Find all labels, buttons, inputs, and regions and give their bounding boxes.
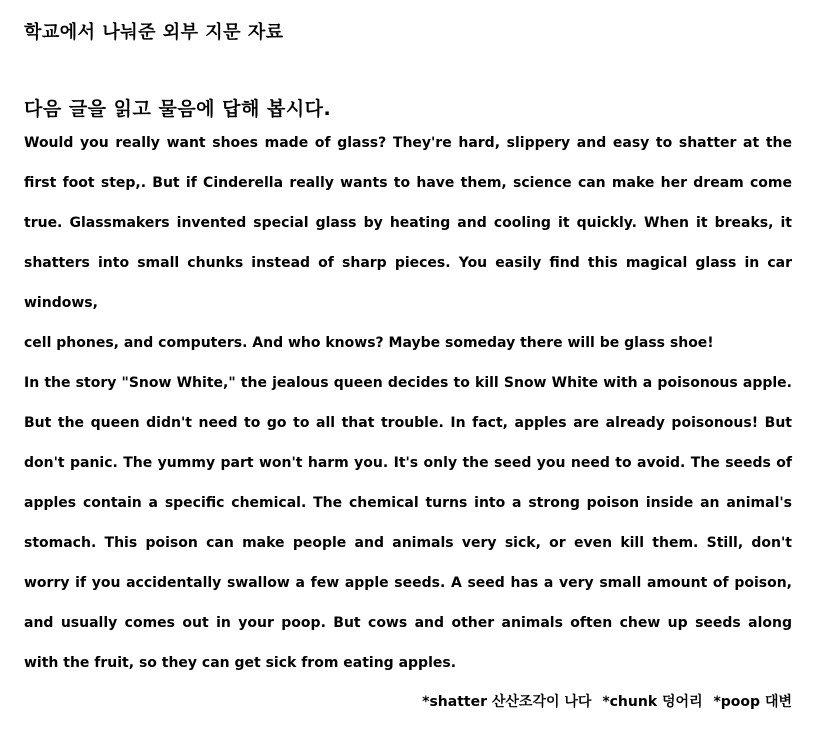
- passage-line: first foot step,. But if Cinderella really wants to have them, science can make her dream come: [24, 175, 792, 191]
- footnote-chunk: *chunk 덩어리: [602, 694, 703, 710]
- passage-line: true. Glassmakers invented special glass by heating and cooling it quickly. When it breaks, it: [24, 215, 792, 231]
- passage-text: [24, 128, 792, 688]
- instruction-heading: 다음 글을 읽고 물음에 답해 봅시다.: [24, 98, 332, 120]
- footnote-shatter: *shatter 산산조각이 나다: [422, 694, 592, 710]
- passage-line: In the story "Snow White," the jealous queen decides to kill Snow White with a poisonous apple.: [24, 375, 792, 391]
- passage-line: and usually comes out in your poop. But cows and other animals often chew up seeds along: [24, 615, 792, 631]
- passage-line: with the fruit, so they can get sick from eating apples.: [24, 655, 457, 671]
- passage-line: windows,: [24, 295, 98, 311]
- passage-line: don't panic. The yummy part won't harm you. It's only the seed you need to avoid. The seeds of: [24, 455, 792, 471]
- passage-line: apples contain a specific chemical. The chemical turns into a strong poison inside an animal's: [24, 495, 792, 511]
- passage-line: But the queen didn't need to go to all that trouble. In fact, apples are already poisonous! But: [24, 415, 792, 431]
- document-title: 학교에서 나눠준 외부 지문 자료: [24, 22, 284, 43]
- passage-line: shatters into small chunks instead of sharp pieces. You easily find this magical glass in car: [24, 255, 792, 271]
- passage-line: Would you really want shoes made of glass? They're hard, slippery and easy to shatter at the: [24, 135, 792, 151]
- passage-line: worry if you accidentally swallow a few apple seeds. A seed has a very small amount of poison,: [24, 575, 792, 591]
- vocabulary-footnote: [416, 690, 792, 714]
- footnote-poop: *poop 대변: [713, 694, 792, 710]
- passage-line: stomach. This poison can make people and animals very sick, or even kill them. Still, don't: [24, 535, 792, 551]
- passage-line: cell phones, and computers. And who knows? Maybe someday there will be glass shoe!: [24, 335, 714, 351]
